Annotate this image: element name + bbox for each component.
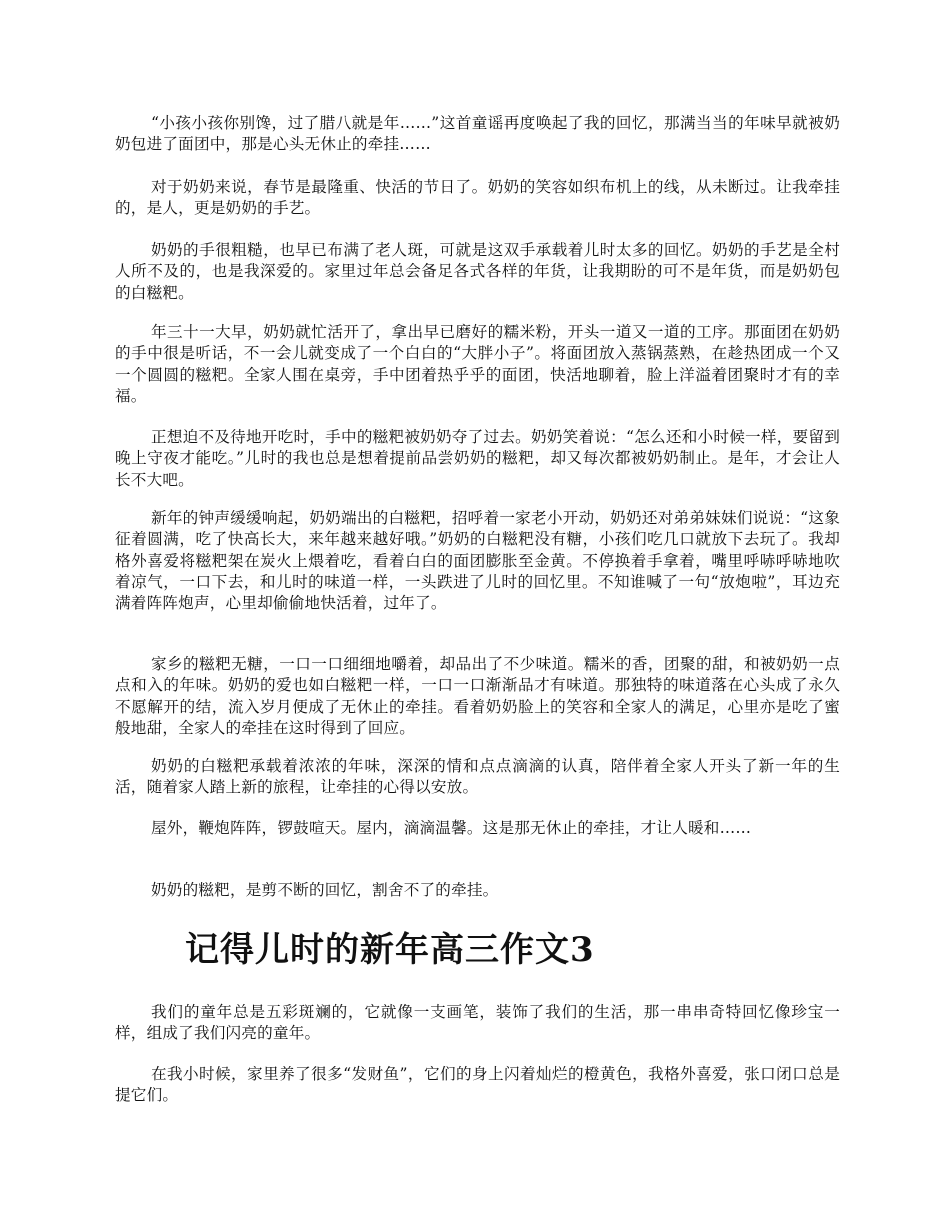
paragraph-8: 奶奶的白糍粑承载着浓浓的年味，深深的情和点点滴滴的认真，陪伴着全家人开头了新一年的生活，随着家人踏上新的旅程，让牵挂的心得以安放。 (115, 757, 840, 797)
paragraph-2: 对于奶奶来说，春节是最隆重、快活的节日了。奶奶的笑容如织布机上的线，从未断过。让我牵挂的，是人，更是奶奶的手艺。 (115, 178, 840, 218)
paragraph-4: 年三十一大早，奶奶就忙活开了，拿出早已磨好的糯米粉，开头一道又一道的工序。那面团在奶奶的手中很是听话，不一会儿就变成了一个白白的“大胖小子”。将面团放入蒸锅蒸熟，在趁热团成一个又一个圆圆的糍粑。全家人围在桌旁，手中团着热乎乎的面团，快活地聊着，脸上洋溢着团聚时才有的幸福。 (115, 323, 840, 405)
paragraph-1: “小孩小孩你别馋，过了腊八就是年……”这首童谣再度唤起了我的回忆，那满当当的年味早就被奶奶包进了面团中，那是心头无休止的牵挂…… (115, 114, 840, 154)
paragraph-6: 新年的钟声缓缓响起，奶奶端出的白糍粑，招呼着一家老小开动，奶奶还对弟弟妹妹们说说：“这象征着圆满，吃了快高长大，来年越来越好哦。”奶奶的白糍粑没有糖，小孩们吃几口就放下去玩了。我却格外喜爱将糍粑架在炭火上煨着吃，看着白白的面团膨胀至金黄。不停换着手拿着，嘴里呼哧呼哧地吹着凉气，一口下去，和儿时的味道一样，一头跌进了儿时的回忆里。不知谁喊了一句“放炮啦”，耳边充满着阵阵炮声，心里却偷偷地快活着，过年了。 (115, 509, 840, 613)
paragraph-7: 家乡的糍粑无糖，一口一口细细地嚼着，却品出了不少味道。糯米的香，团聚的甜，和被奶奶一点点和入的年味。奶奶的爱也如白糍粑一样，一口一口渐渐品才有味道。那独特的味道落在心头成了永久不愿解开的结，流入岁月便成了无休止的牵挂。看着奶奶脸上的笑容和全家人的满足，心里亦是吃了蜜般地甜，全家人的牵挂在这时得到了回应。 (115, 655, 840, 737)
paragraph-12: 在我小时候，家里养了很多“发财鱼”，它们的身上闪着灿烂的橙黄色，我格外喜爱，张口闭口总是提它们。 (115, 1065, 840, 1105)
paragraph-5: 正想迫不及待地开吃时，手中的糍粑被奶奶夺了过去。奶奶笑着说：“怎么还和小时候一样，要留到晚上守夜才能吃。”儿时的我也总是想着提前品尝奶奶的糍粑，却又每次都被奶奶制止。是年，才会让人长不大吧。 (115, 428, 840, 489)
section-heading: 记得儿时的新年高三作文3 (185, 930, 595, 970)
paragraph-3: 奶奶的手很粗糙，也早已布满了老人斑，可就是这双手承载着儿时太多的回忆。奶奶的手艺是全村人所不及的，也是我深爱的。家里过年总会备足各式各样的年货，让我期盼的可不是年货，而是奶奶包的白糍粑。 (115, 241, 840, 302)
paragraph-10: 奶奶的糍粑，是剪不断的回忆，割舍不了的牵挂。 (151, 881, 499, 899)
paragraph-11: 我们的童年总是五彩斑斓的，它就像一支画笔，装饰了我们的生活，那一串串奇特回忆像珍宝一样，组成了我们闪亮的童年。 (115, 1003, 840, 1043)
paragraph-9: 屋外，鞭炮阵阵，锣鼓喧天。屋内，滴滴温馨。这是那无休止的牵挂，才让人暖和…… (151, 819, 752, 837)
